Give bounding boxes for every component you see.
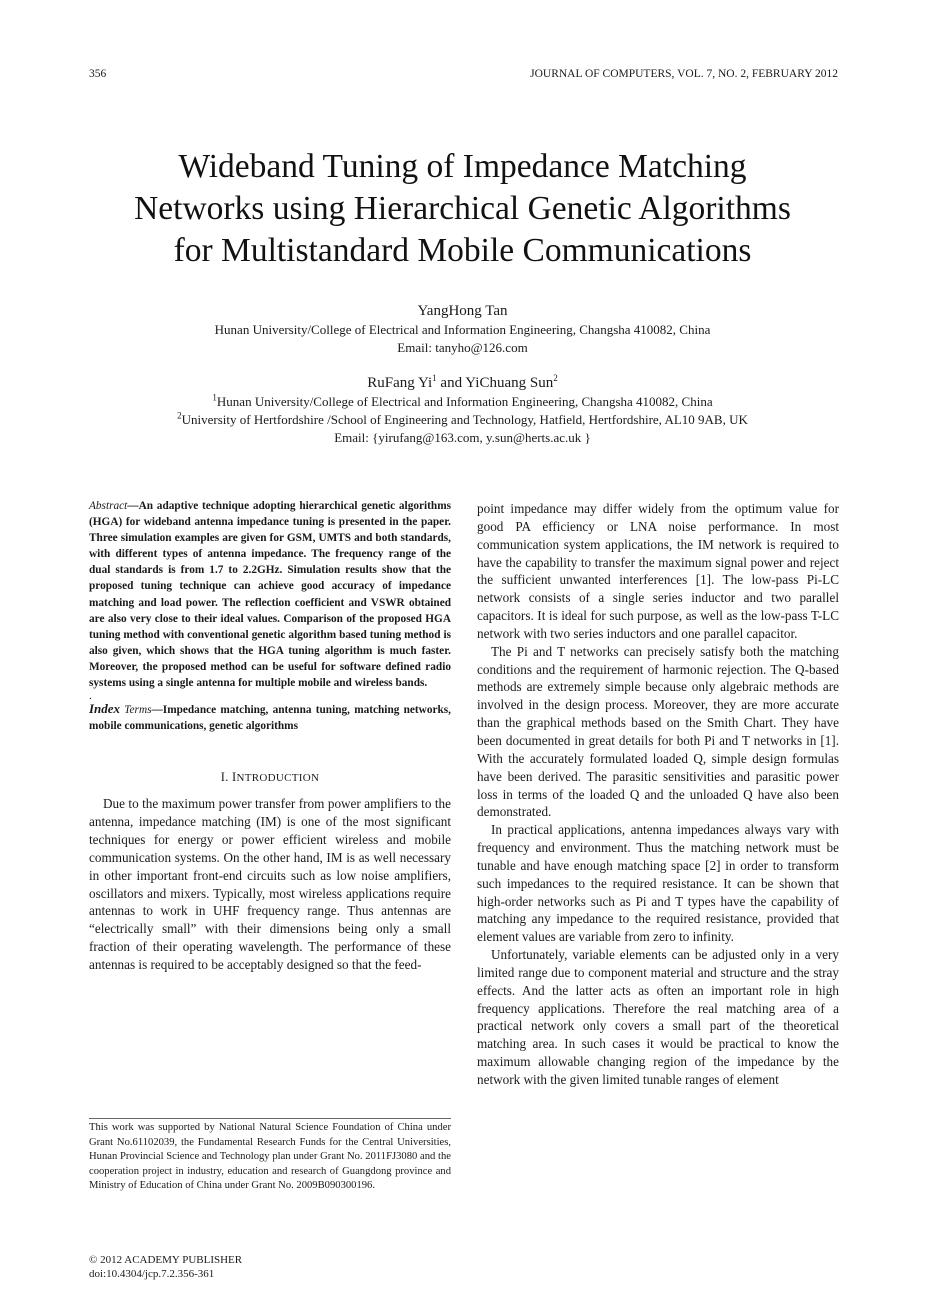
affiliation-marker: 2	[553, 373, 558, 383]
affiliation-marker: 1	[212, 392, 217, 403]
author-block-first	[60, 301, 865, 357]
footnote-divider	[89, 1118, 451, 1119]
index-terms-dash: —	[151, 704, 163, 717]
body-paragraph: Due to the maximum power transfer from power amplifiers to the antenna, impedance matching (IM) is one of the most significant techniques for energy or power efficient wireless and mobile communication systems. On the other hand, IM is as well necessary in other important front-end circuits such as low noise amplifiers, oscillators and mixers. Typically, most wireless applications require antennas to work in UHF frequency range. Thus antennas are “electrically small” with their dimensions being only a small fraction of their operating wavelength. The performance of these antennas is required to be acceptably designed so that the feed-	[89, 796, 451, 972]
author-name: YangHong Tan	[417, 303, 508, 319]
title-line: Wideband Tuning of Impedance Matching	[178, 148, 747, 185]
title-line: for Multistandard Mobile Communications	[173, 232, 752, 269]
section-heading	[89, 770, 451, 785]
affiliation-marker: 2	[177, 410, 182, 421]
doi-line: doi:10.4304/jcp.7.2.356-361	[89, 1268, 215, 1280]
author-name: and YiChuang Sun	[436, 375, 554, 391]
copyright-line: © 2012 ACADEMY PUBLISHER	[89, 1254, 243, 1266]
body-paragraph: In practical applications, antenna impedances always vary with frequency and environment. Thus the matching network must be tunable and have enough matching space [2] in order to transform such impedances to the required resistance. It can be shown that high-order networks such as Pi and T types have the capability of matching any impedance to the required resistance, provided that element values are variable from zero to infinity.	[477, 822, 839, 945]
right-column	[477, 500, 839, 1089]
author-affiliation	[60, 393, 865, 411]
author-block-second	[60, 373, 865, 447]
body-paragraph: Unfortunately, variable elements can be adjusted only in a very limited range due to component material and structure and the stray effects. And the latter acts as often an important role in high frequency applications. Therefore the real matching area of a practical network only covers a small part of the theoretical matching area. In such cases it would be practical to know the maximum allowable changing region of the impedance by the network with the given limited tunable ranges of element	[477, 947, 839, 1087]
index-terms-label: Index	[89, 701, 121, 717]
author-affiliation	[60, 411, 865, 429]
affiliation-text: University of Hertfordshire /School of Engineering and Technology, Hatfield, Hertfordshire, AL10 9AB, UK	[181, 412, 748, 427]
abstract-label: Abstract	[89, 500, 128, 512]
index-terms	[89, 701, 451, 734]
abstract-text: An adaptive technique adopting hierarchical genetic algorithms (HGA) for wideband antenna impedance tuning is presented in the paper. Three simulation examples are given for GSM, UMTS and both standards, with different types of antenna impedance. The frequency range of the dual standards is from 1.7 to 2.2GHz. Simulation results show that the proposed tuning technique can achieve good accuracy of impedance matching and load power. The reflection coefficient and VSWR obtained are also very close to their ideal values. Comparison of the proposed HGA tuning method with conventional genetic algorithm based tuning method is also given, which shows that the HGA tuning algorithm is much faster. Moreover, the proposed method can be useful for software defined radio systems using a single antenna for multiple mobile and wireless bands.	[89, 500, 451, 690]
affiliation-marker: 1	[432, 373, 437, 383]
index-terms-label: Terms	[120, 704, 152, 717]
stray-dot: .	[89, 690, 92, 703]
body-paragraph: The Pi and T networks can precisely satisfy both the matching conditions and the requirement of harmonic rejection. The Q-based methods are extremely simple because only algebraic methods are involved in the design process. Moreover, they are more accurate than the graphical methods based on the Smith Chart. They have been documented in great details for both Pi and T networks in [1]. With the accurately formulated loaded Q, simple design formulas have been derived. The parasitic sensitivities and parasitic power loss in terms of the loaded Q and the unloaded Q have also been demonstrated.	[477, 643, 839, 820]
author-name: RuFang Yi	[367, 375, 433, 391]
funding-footnote: This work was supported by National Natural Science Foundation of China under Grant No.61102039, the Fundamental Research Funds for the Central Universities, Hunan Provincial Science and Technology plan under Grant No. 2011FJ3080 and the cooperation project in industry, education and research of Guangdong province and Ministry of Education of China under Grant No. 2009B090300196.	[89, 1122, 451, 1192]
affiliation-text: Hunan University/College of Electrical and Information Engineering, Changsha 410082, China	[216, 394, 713, 409]
paper-title	[60, 146, 865, 272]
author-email: Email: tanyho@126.com	[397, 340, 528, 355]
author-names	[60, 373, 865, 393]
section-name: NTRODUCTION	[236, 772, 320, 785]
abstract	[89, 498, 451, 691]
left-column	[89, 498, 451, 974]
page-number: 356	[89, 68, 107, 80]
journal-name: JOURNAL OF COMPUTERS, VOL. 7, NO. 2, FEBRUARY 2012	[530, 68, 838, 80]
abstract-dash: —	[127, 500, 139, 512]
title-line: Networks using Hierarchical Genetic Algorithms	[134, 190, 791, 227]
section-numeral: I. I	[220, 770, 237, 785]
copyright-block	[89, 1253, 242, 1281]
author-email: Email: {yirufang@163.com, y.sun@herts.ac.uk }	[334, 430, 591, 445]
author-affiliation: Hunan University/College of Electrical and Information Engineering, Changsha 410082, China	[214, 322, 711, 337]
body-paragraph: point impedance may differ widely from the optimum value for good PA efficiency or LNA noise performance. In most communication system applications, the IM network is required to have the capability to transfer the maximum signal power and reject the sufficient unwanted interferences [1]. The low-pass Pi-LC network consists of a single series inductor and two parallel capacitors. It is ideal for such purpose, as well as the low-pass T-LC network with two series inductors and one parallel capacitor.	[477, 501, 839, 641]
index-terms-text: Impedance matching, antenna tuning, matching networks, mobile communications, genetic algorithms	[89, 704, 451, 733]
